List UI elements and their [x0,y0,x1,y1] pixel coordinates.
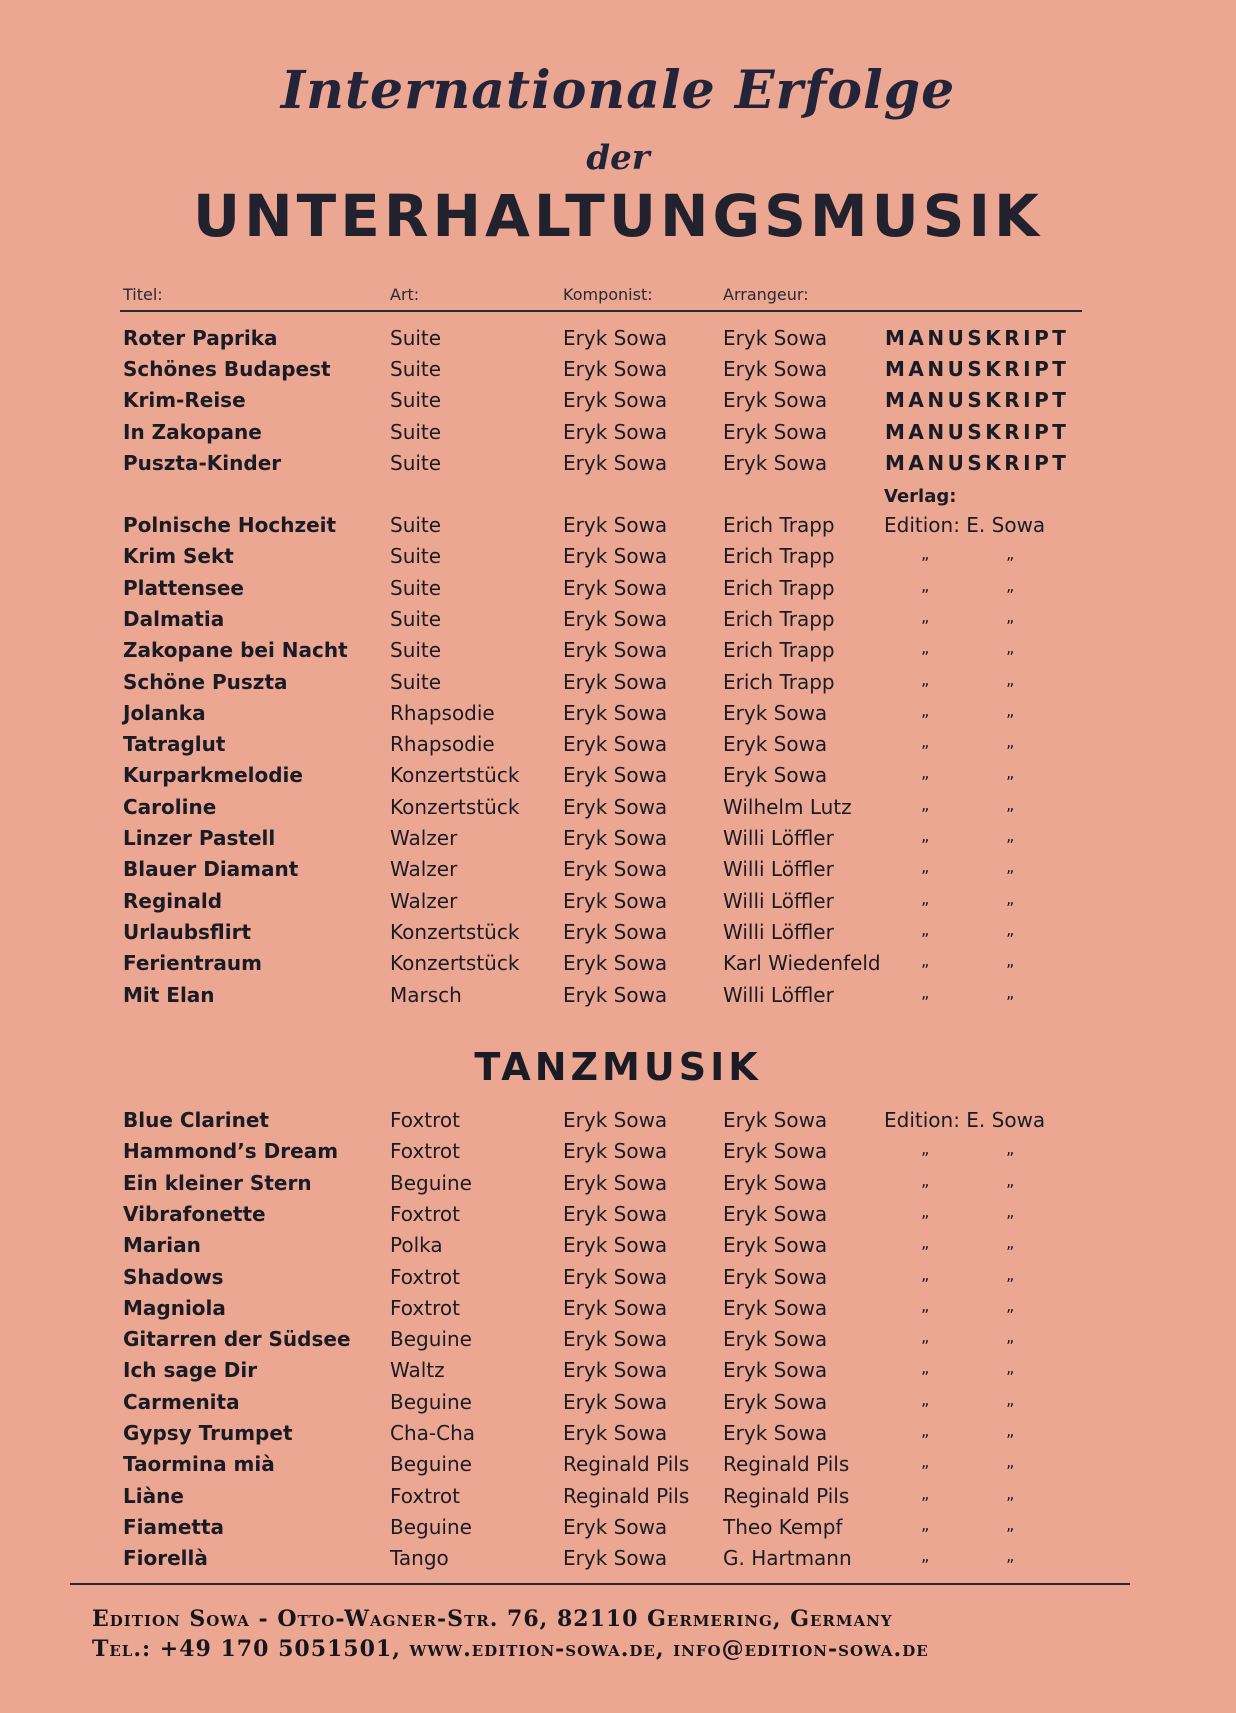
composer-cell: Eryk Sowa [563,794,668,819]
table-row [0,889,1236,917]
ditto-mark: „ [921,1389,930,1409]
ditto-mark: „ [921,794,930,814]
title-cell: Caroline [123,794,217,819]
type-cell: Suite [390,357,442,382]
ditto-mark: „ [921,826,930,845]
composer-cell: Reginald Pils [563,1452,690,1477]
type-cell: Cha-Cha [390,1421,476,1445]
type-cell: Foxtrot [390,1139,460,1164]
composer-cell: Eryk Sowa [563,700,668,725]
table-row [0,607,1236,635]
type-cell: Foxtrot [390,1483,460,1508]
ditto-mark: „ [1006,1170,1015,1190]
composer-cell: Eryk Sowa [563,606,668,631]
ditto-mark: „ [921,763,930,783]
type-cell: Foxtrot [390,1108,460,1132]
composer-cell: Eryk Sowa [563,1327,668,1352]
ditto-mark: „ [1006,1295,1015,1315]
composer-cell: Eryk Sowa [563,763,668,788]
arranger-cell: Erich Trapp [723,606,835,631]
type-cell: Foxtrot [390,1201,460,1226]
type-cell: Foxtrot [390,1295,460,1320]
composer-cell: Eryk Sowa [563,1546,668,1571]
title-cell: Fiorellà [123,1546,208,1571]
arranger-cell: Eryk Sowa [723,700,828,725]
composer-cell: Eryk Sowa [563,1170,668,1195]
table-row [0,451,1236,479]
ditto-mark: „ [921,1327,930,1347]
title-cell: Roter Paprika [123,326,278,350]
ditto-mark: „ [921,700,930,720]
type-cell: Suite [390,419,442,444]
title-cell: Schönes Budapest [123,357,331,382]
composer-cell: Eryk Sowa [563,826,668,850]
ditto-mark: „ [1006,1483,1015,1503]
arranger-cell: Erich Trapp [723,513,835,537]
ditto-mark: „ [921,1514,930,1534]
section-heading: TANZMUSIK [474,1045,762,1089]
arranger-cell: Reginald Pils [723,1452,850,1477]
publisher-cell: Edition: E. Sowa [884,1108,1046,1132]
ditto-mark: „ [921,575,930,595]
ditto-mark: „ [1006,544,1015,564]
table-row [0,795,1236,823]
table-row [0,951,1236,979]
table-row [0,544,1236,572]
arranger-cell: Eryk Sowa [723,357,828,382]
title-cell: Gypsy Trumpet [123,1421,293,1445]
type-cell: Beguine [390,1514,472,1539]
arranger-cell: Eryk Sowa [723,1421,828,1445]
title-cell: Magniola [123,1295,226,1320]
verlag-label: Verlag: [884,486,957,507]
title-cell: Hammond’s Dream [123,1139,339,1164]
type-cell: Konzertstück [390,794,520,819]
title-cell: Vibrafonette [123,1201,266,1226]
type-cell: Suite [390,544,442,569]
table-row [0,1421,1236,1449]
ditto-mark: „ [1006,1139,1015,1159]
type-cell: Walzer [390,888,458,913]
ditto-mark: „ [1006,700,1015,720]
type-cell: Waltz [390,1358,445,1383]
arranger-cell: Eryk Sowa [723,763,828,788]
ditto-mark: „ [921,1139,930,1159]
title-cell: Taormina mià [123,1452,275,1477]
table-row [0,763,1236,791]
ditto-mark: „ [921,1295,930,1315]
title-cell: Ich sage Dir [123,1358,258,1383]
ditto-mark: „ [921,888,930,908]
table-row [0,1296,1236,1324]
composer-cell: Eryk Sowa [563,732,668,757]
title-cell: Blue Clarinet [123,1108,269,1132]
arranger-cell: Eryk Sowa [723,1201,828,1226]
arranger-cell: Willi Löffler [723,888,834,913]
ditto-mark: „ [921,1170,930,1190]
column-header-title: Titel: [123,285,163,304]
type-cell: Polka [390,1233,443,1258]
arranger-cell: G. Hartmann [723,1546,852,1571]
table-row [0,732,1236,760]
arranger-cell: Reginald Pils [723,1483,850,1508]
column-header-arranger: Arrangeur: [723,285,809,304]
composer-cell: Eryk Sowa [563,1201,668,1226]
table-row [0,983,1236,1011]
table-row [0,1202,1236,1230]
type-cell: Suite [390,575,442,600]
arranger-cell: Erich Trapp [723,638,835,663]
title-cell: Mit Elan [123,982,215,1007]
arranger-cell: Eryk Sowa [723,1139,828,1164]
table-row [0,1390,1236,1418]
arranger-cell: Karl Wiedenfeld [723,951,881,976]
ditto-mark: „ [921,1483,930,1503]
composer-cell: Eryk Sowa [563,1295,668,1320]
ditto-mark: „ [1006,1452,1015,1472]
ditto-mark: „ [921,1233,930,1253]
column-header-type: Art: [390,285,420,304]
heading-line-2: der [586,138,650,178]
title-cell: Blauer Diamant [123,857,299,882]
title-cell: Plattensee [123,575,244,600]
ditto-mark: „ [921,1452,930,1472]
composer-cell: Eryk Sowa [563,544,668,569]
composer-cell: Eryk Sowa [563,982,668,1007]
ditto-mark: „ [921,1201,930,1221]
arranger-cell: Eryk Sowa [723,732,828,757]
composer-cell: Eryk Sowa [563,1514,668,1539]
title-cell: Zakopane bei Nacht [123,638,348,663]
ditto-mark: „ [921,1358,930,1378]
type-cell: Konzertstück [390,919,520,944]
composer-cell: Eryk Sowa [563,1421,668,1445]
ditto-mark: „ [1006,857,1015,877]
type-cell: Suite [390,606,442,631]
ditto-mark: „ [921,951,930,971]
composer-cell: Eryk Sowa [563,1233,668,1258]
table-row [0,1171,1236,1199]
title-cell: Krim Sekt [123,544,234,569]
arranger-cell: Eryk Sowa [723,1264,828,1289]
type-cell: Beguine [390,1389,472,1414]
title-cell: Liàne [123,1483,184,1508]
table-row [0,701,1236,729]
ditto-mark: „ [921,919,930,939]
ditto-mark: „ [1006,575,1015,595]
footer-contact: Tel.: +49 170 5051501, www.edition-sowa.de, info@edition-sowa.de [92,1636,929,1662]
ditto-mark: „ [1006,826,1015,845]
arranger-cell: Eryk Sowa [723,419,828,444]
arranger-cell: Willi Löffler [723,982,834,1007]
ditto-mark: „ [1006,732,1015,752]
ditto-mark: „ [921,638,930,658]
table-row [0,1452,1236,1480]
composer-cell: Eryk Sowa [563,1358,668,1383]
ditto-mark: „ [921,544,930,564]
arranger-cell: Erich Trapp [723,544,835,569]
title-cell: Polnische Hochzeit [123,513,337,537]
type-cell: Suite [390,638,442,663]
table-row [0,1108,1236,1136]
type-cell: Beguine [390,1452,472,1477]
title-cell: Shadows [123,1264,224,1289]
table-row [0,1358,1236,1386]
table-row [0,857,1236,885]
arranger-cell: Wilhelm Lutz [723,794,852,819]
title-cell: Urlaubsflirt [123,919,252,944]
type-cell: Marsch [390,982,462,1007]
composer-cell: Eryk Sowa [563,326,668,350]
ditto-mark: „ [1006,606,1015,626]
table-row [0,513,1236,541]
table-row [0,1265,1236,1293]
arranger-cell: Eryk Sowa [723,388,828,413]
table-row [0,326,1236,354]
footer-divider [70,1583,1130,1585]
publisher-cell: MANUSKRIPT [885,450,1070,475]
table-row [0,576,1236,604]
ditto-mark: „ [1006,1546,1015,1566]
type-cell: Rhapsodie [390,700,495,725]
composer-cell: Reginald Pils [563,1483,690,1508]
ditto-mark: „ [1006,982,1015,1002]
table-row [0,357,1236,385]
composer-cell: Eryk Sowa [563,1139,668,1164]
publisher-cell: MANUSKRIPT [885,326,1070,350]
ditto-mark: „ [921,732,930,752]
title-cell: Tatraglut [123,732,226,757]
table-row [0,1139,1236,1167]
publisher-cell: MANUSKRIPT [885,419,1070,444]
title-cell: Krim-Reise [123,388,246,413]
title-cell: Reginald [123,888,223,913]
table-row [0,1546,1236,1574]
type-cell: Tango [390,1546,449,1571]
table-row [0,1233,1236,1261]
ditto-mark: „ [921,669,930,689]
table-row [0,388,1236,416]
arranger-cell: Eryk Sowa [723,1295,828,1320]
composer-cell: Eryk Sowa [563,357,668,382]
composer-cell: Eryk Sowa [563,857,668,882]
composer-cell: Eryk Sowa [563,1108,668,1132]
arranger-cell: Eryk Sowa [723,326,828,350]
publisher-cell: MANUSKRIPT [885,357,1070,382]
table-row [0,638,1236,666]
composer-cell: Eryk Sowa [563,388,668,413]
arranger-cell: Eryk Sowa [723,1327,828,1352]
type-cell: Suite [390,388,442,413]
ditto-mark: „ [921,1421,930,1440]
ditto-mark: „ [1006,1358,1015,1378]
type-cell: Suite [390,326,442,350]
composer-cell: Eryk Sowa [563,888,668,913]
ditto-mark: „ [921,982,930,1002]
title-cell: Dalmatia [123,606,225,631]
title-cell: Carmenita [123,1389,240,1414]
title-cell: Fiametta [123,1514,225,1539]
type-cell: Walzer [390,826,458,850]
title-cell: Gitarren der Südsee [123,1327,351,1352]
table-row [0,670,1236,698]
arranger-cell: Eryk Sowa [723,1170,828,1195]
table-row [0,1515,1236,1543]
title-cell: Schöne Puszta [123,669,288,694]
title-cell: Ferientraum [123,951,262,976]
publisher-cell: Edition: E. Sowa [884,513,1046,537]
ditto-mark: „ [1006,794,1015,814]
arranger-cell: Willi Löffler [723,857,834,882]
ditto-mark: „ [921,1264,930,1284]
composer-cell: Eryk Sowa [563,951,668,976]
type-cell: Konzertstück [390,951,520,976]
ditto-mark: „ [921,857,930,877]
arranger-cell: Willi Löffler [723,919,834,944]
type-cell: Suite [390,450,442,475]
arranger-cell: Eryk Sowa [723,450,828,475]
arranger-cell: Eryk Sowa [723,1233,828,1258]
ditto-mark: „ [1006,1201,1015,1221]
type-cell: Suite [390,513,442,537]
publisher-cell: MANUSKRIPT [885,388,1070,413]
title-cell: Marian [123,1233,201,1258]
composer-cell: Eryk Sowa [563,450,668,475]
composer-cell: Eryk Sowa [563,1264,668,1289]
type-cell: Walzer [390,857,458,882]
type-cell: Beguine [390,1170,472,1195]
arranger-cell: Erich Trapp [723,575,835,600]
title-cell: In Zakopane [123,419,262,444]
type-cell: Rhapsodie [390,732,495,757]
column-header-composer: Komponist: [563,285,653,304]
ditto-mark: „ [1006,1327,1015,1347]
ditto-mark: „ [1006,1421,1015,1440]
ditto-mark: „ [1006,669,1015,689]
composer-cell: Eryk Sowa [563,575,668,600]
title-cell: Jolanka [123,700,206,725]
title-cell: Puszta-Kinder [123,450,282,475]
table-row [0,420,1236,448]
type-cell: Konzertstück [390,763,520,788]
heading-line-1: Internationale Erfolge [280,60,956,121]
ditto-mark: „ [1006,1233,1015,1253]
ditto-mark: „ [1006,919,1015,939]
composer-cell: Eryk Sowa [563,1389,668,1414]
arranger-cell: Eryk Sowa [723,1108,828,1132]
composer-cell: Eryk Sowa [563,513,668,537]
ditto-mark: „ [1006,638,1015,658]
arranger-cell: Erich Trapp [723,669,835,694]
ditto-mark: „ [1006,763,1015,783]
type-cell: Beguine [390,1327,472,1352]
ditto-mark: „ [1006,951,1015,971]
table-row [0,1484,1236,1512]
composer-cell: Eryk Sowa [563,919,668,944]
table-row [0,1327,1236,1355]
ditto-mark: „ [1006,888,1015,908]
title-cell: Linzer Pastell [123,826,276,850]
type-cell: Foxtrot [390,1264,460,1289]
ditto-mark: „ [921,1546,930,1566]
arranger-cell: Eryk Sowa [723,1358,828,1383]
arranger-cell: Eryk Sowa [723,1389,828,1414]
composer-cell: Eryk Sowa [563,638,668,663]
ditto-mark: „ [921,606,930,626]
ditto-mark: „ [1006,1389,1015,1409]
footer-address: Edition Sowa - Otto-Wagner-Str. 76, 82110 Germering, Germany [92,1606,893,1632]
header-divider [120,310,1082,312]
title-cell: Ein kleiner Stern [123,1170,312,1195]
type-cell: Suite [390,669,442,694]
table-row [0,920,1236,948]
arranger-cell: Willi Löffler [723,826,834,850]
composer-cell: Eryk Sowa [563,419,668,444]
composer-cell: Eryk Sowa [563,669,668,694]
arranger-cell: Theo Kempf [723,1514,843,1539]
table-row [0,826,1236,854]
heading-line-3: UNTERHALTUNGSMUSIK [193,182,1043,250]
title-cell: Kurparkmelodie [123,763,303,788]
ditto-mark: „ [1006,1264,1015,1284]
ditto-mark: „ [1006,1514,1015,1534]
